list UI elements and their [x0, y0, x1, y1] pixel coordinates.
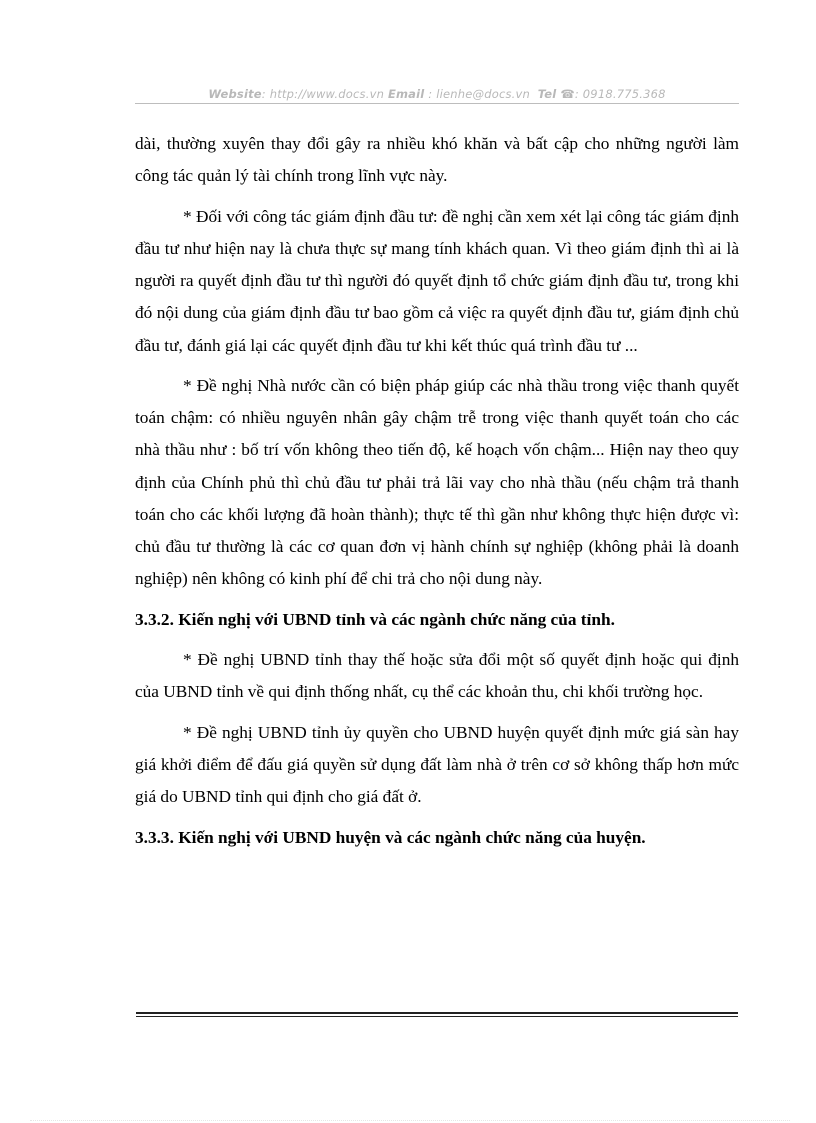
email-value: : lienhe@docs.vn — [428, 87, 531, 101]
document-body — [135, 128, 739, 862]
tel-label: Tel — [537, 87, 557, 101]
paragraph-province-regulations: * Đề nghị UBND tỉnh thay thế hoặc sửa đổi một số quyết định hoặc qui định của UBND tỉnh về qui định thống nhất, cụ thể các khoản thu, chi khối trường học. — [135, 650, 739, 702]
footer-divider — [136, 1012, 738, 1017]
section-heading-3-3-2: 3.3.2. Kiến nghị với UBND tỉnh và các ngành chức năng của tỉnh. — [135, 609, 615, 629]
page-bottom-border — [30, 1120, 790, 1121]
phone-icon: ☎ — [560, 87, 575, 101]
section-heading-3-3-3: 3.3.3. Kiến nghị với UBND huyện và các ngành chức năng của huyện. — [135, 827, 646, 847]
tel-value: : 0918.775.368 — [574, 87, 666, 101]
website-label: Website — [208, 87, 262, 101]
page-header — [135, 87, 739, 101]
email-label: Email — [387, 87, 425, 101]
paragraph-contractor-payment: * Đề nghị Nhà nước cần có biện pháp giúp các nhà thầu trong việc thanh quyết toán chậm: có nhiều nguyên nhân gây chậm trễ trong việc thanh quyết toán cho các nhà thầu như : bố trí vốn không theo tiến độ, kế hoạch vốn chậm... Hiện nay theo quy định của Chính phủ thì chủ đầu tư phải trả lãi vay cho nhà thầu (nếu chậm trả thanh toán cho các khối lượng đã hoàn thành); thực tế thì gần như không thực hiện được vì: chủ đầu tư thường là các cơ quan đơn vị hành chính sự nghiệp (không phải là doanh nghiệp) nên không có kinh phí để chi trả cho nội dung này. — [135, 376, 739, 589]
website-url: : http://www.docs.vn — [261, 87, 385, 101]
paragraph-land-auction: * Đề nghị UBND tỉnh ủy quyền cho UBND huyện quyết định mức giá sàn hay giá khởi điểm để đấu giá quyền sử dụng đất làm nhà ở trên cơ sở không thấp hơn mức giá do UBND tỉnh qui định cho giá đất ở. — [135, 722, 739, 807]
paragraph-investment-appraisal: * Đối với công tác giám định đầu tư: đề nghị cần xem xét lại công tác giám định đầu tư như hiện nay là chưa thực sự mang tính khách quan. Vì theo giám định thì ai là người ra quyết định đầu tư thì người đó quyết định tổ chức giám định đầu tư, trong khi đó nội dung của giám định đầu tư bao gồm cả việc ra quyết định đầu tư, giám định chủ đầu tư, đánh giá lại các quyết định đầu tư khi kết thúc quá trình đầu tư ... — [135, 206, 740, 355]
paragraph-continuation: dài, thường xuyên thay đổi gây ra nhiều khó khăn và bất cập cho những người làm công tác quản lý tài chính trong lĩnh vực này. — [135, 134, 739, 186]
header-divider — [135, 103, 739, 104]
